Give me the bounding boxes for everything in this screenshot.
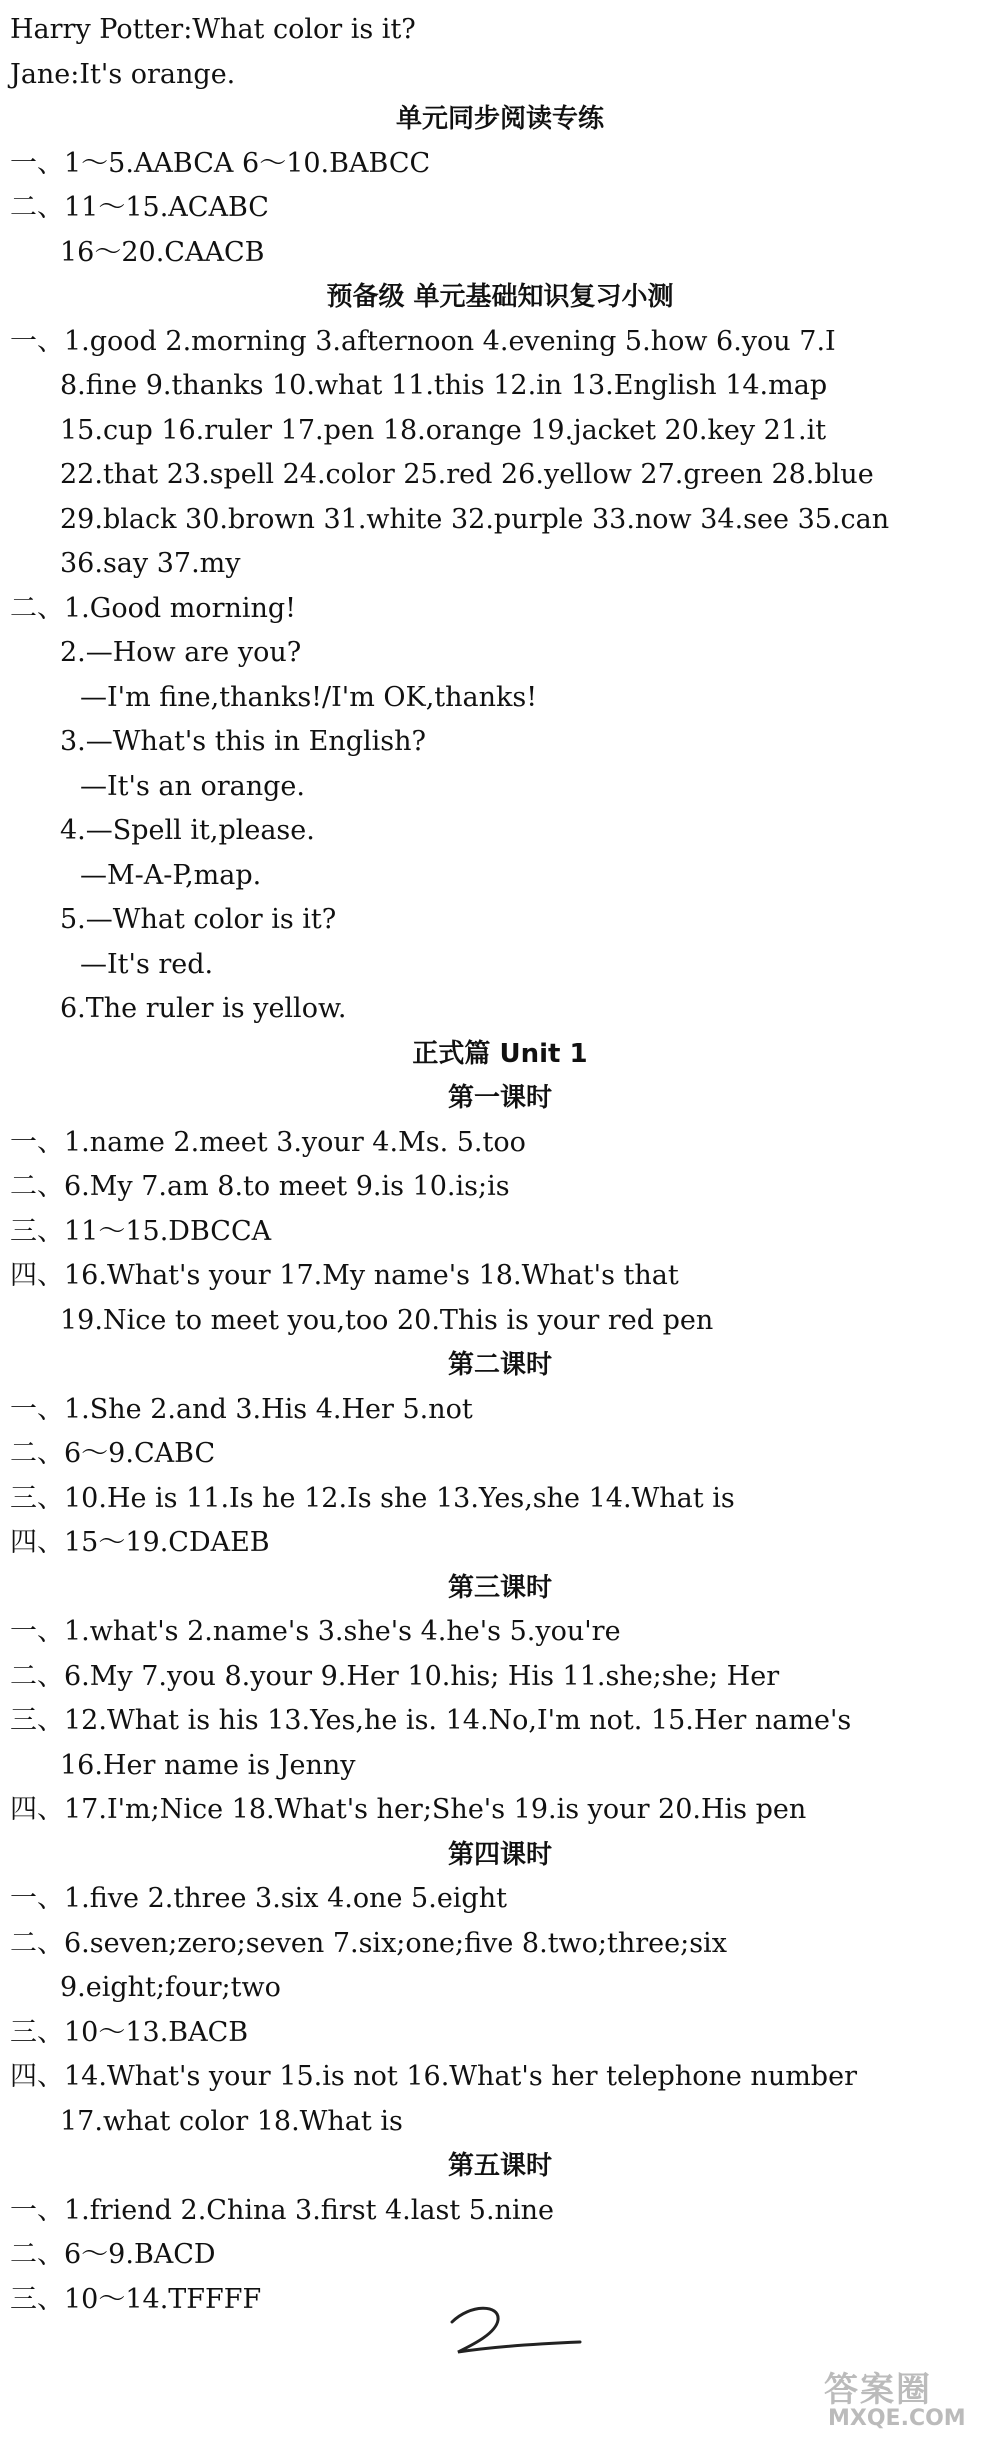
heading-text: 单元同步阅读专练 <box>395 104 604 134</box>
answer-text: 2.—How are you? <box>60 637 302 668</box>
answer-line <box>0 1121 1000 1165</box>
answer-line <box>0 720 1000 764</box>
answer-line <box>0 2011 1000 2055</box>
answer-line <box>0 1299 1000 1343</box>
answer-text: 9.eight;four;two <box>60 1972 281 2003</box>
section-heading <box>0 275 1000 319</box>
heading-text: 第五课时 <box>447 2151 552 2181</box>
answer-text: 36.say 37.my <box>60 548 241 579</box>
answer-text: 三、12.What is his 13.Yes,he is. 14.No,I'm not. 15.Her name's <box>10 1705 852 1736</box>
heading-text: 第三课时 <box>447 1572 552 1603</box>
answer-line <box>0 542 1000 586</box>
answer-line <box>0 8 1000 52</box>
answer-text: 三、11～15.DBCCA <box>10 1215 272 1247</box>
answer-line <box>0 1922 1000 1966</box>
answer-line <box>0 765 1000 809</box>
answer-text: Harry Potter:What color is it? <box>10 14 416 45</box>
answer-text: 三、10～14.TFFFF <box>10 2283 262 2315</box>
answer-line <box>0 53 1000 97</box>
answer-text: 二、6.My 7.you 8.your 9.Her 10.his; His 11.she;she; Her <box>10 1660 780 1692</box>
answer-text: 四、14.What's your 15.is not 16.What's her telephone number <box>10 2061 857 2092</box>
answer-text: 三、10.He is 11.Is he 12.Is she 13.Yes,she 14.What is <box>10 1482 735 1514</box>
answer-text: 17.what color 18.What is <box>60 2105 403 2137</box>
answer-text: 四、17.I'm;Nice 18.What's her;She's 19.is your 20.His pen <box>10 1794 807 1825</box>
answer-text: —It's an orange. <box>80 770 305 802</box>
answer-line <box>0 364 1000 408</box>
answer-line <box>0 1744 1000 1788</box>
answer-text: —I'm fine,thanks!/I'm OK,thanks! <box>80 681 538 713</box>
answer-line <box>0 631 1000 675</box>
answer-text: 二、6.My 7.am 8.to meet 9.is 10.is;is <box>10 1171 510 1202</box>
answer-text: 5.—What color is it? <box>60 904 337 935</box>
answer-text: 一、1.what's 2.name's 3.she's 4.he's 5.you're <box>10 1616 621 1647</box>
answer-text: 16.Her name is Jenny <box>60 1749 356 1781</box>
answer-line <box>0 1165 1000 1209</box>
answer-line <box>0 1432 1000 1476</box>
answer-line <box>0 1477 1000 1521</box>
answer-text: 二、1.Good morning! <box>10 592 297 624</box>
answer-line <box>0 676 1000 720</box>
section-heading <box>0 1076 1000 1120</box>
answer-text: 二、11～15.ACABC <box>10 192 269 223</box>
heading-text: 第四课时 <box>447 1839 552 1870</box>
answer-line <box>0 587 1000 631</box>
answer-text: 一、1.name 2.meet 3.your 4.Ms. 5.too <box>10 1126 526 1158</box>
answer-text: 一、1.She 2.and 3.His 4.Her 5.not <box>10 1393 473 1425</box>
answer-line <box>0 186 1000 230</box>
answer-line <box>0 1388 1000 1432</box>
answer-text: —It's red. <box>80 948 214 980</box>
answer-line <box>0 2055 1000 2099</box>
watermark <box>820 2360 995 2435</box>
answer-line <box>0 142 1000 186</box>
answer-text: 一、1.good 2.morning 3.afternoon 4.evening 5.how 6.you 7.I <box>10 325 836 357</box>
answer-line <box>0 809 1000 853</box>
answer-text: 6.The ruler is yellow. <box>60 993 347 1024</box>
answer-text: Jane:It's orange. <box>10 58 236 90</box>
answer-line <box>0 1254 1000 1298</box>
answer-line <box>0 1521 1000 1565</box>
answer-text: 8.fine 9.thanks 10.what 11.this 12.in 13.English 14.map <box>60 370 828 401</box>
answer-text: 四、16.What's your 17.My name's 18.What's that <box>10 1260 679 1291</box>
answer-line <box>0 1655 1000 1699</box>
answer-line <box>0 320 1000 364</box>
answer-line <box>0 498 1000 542</box>
answer-text: 二、6～9.BACD <box>10 2239 216 2270</box>
answer-line <box>0 1610 1000 1654</box>
section-heading <box>0 1343 1000 1387</box>
answer-line <box>0 409 1000 453</box>
answer-text: 29.black 30.brown 31.white 32.purple 33.now 34.see 35.can <box>60 503 890 535</box>
answer-line <box>0 1210 1000 1254</box>
answer-line <box>0 1788 1000 1832</box>
answer-line <box>0 2189 1000 2233</box>
answer-line <box>0 453 1000 497</box>
answer-text: 三、10～13.BACB <box>10 2016 249 2048</box>
answer-line <box>0 1699 1000 1743</box>
section-heading <box>0 97 1000 141</box>
answer-line <box>0 1877 1000 1921</box>
answer-line <box>0 2100 1000 2144</box>
watermark-url: MXQE.COM <box>828 2406 966 2431</box>
heading-text: 预备级 单元基础知识复习小测 <box>326 282 674 312</box>
section-heading <box>0 1566 1000 1610</box>
answer-text: 16～20.CAACB <box>60 236 265 268</box>
answer-text: 二、6.seven;zero;seven 7.six;one;five 8.two;three;six <box>10 1927 727 1959</box>
section-heading <box>0 1833 1000 1877</box>
answer-text: 19.Nice to meet you,too 20.This is your red pen <box>60 1304 714 1336</box>
answer-line <box>0 987 1000 1031</box>
answer-line <box>0 898 1000 942</box>
heading-text: 第二课时 <box>447 1350 552 1380</box>
answer-line <box>0 943 1000 987</box>
answer-text: 一、1～5.AABCA 6～10.BABCC <box>10 147 431 179</box>
answer-text: 15.cup 16.ruler 17.pen 18.orange 19.jacket 20.key 21.it <box>60 414 827 446</box>
heading-text: 第一课时 <box>447 1083 552 1113</box>
watermark-logo: 答案圈 <box>824 2370 932 2410</box>
answer-line <box>0 854 1000 898</box>
answer-text: 22.that 23.spell 24.color 25.red 26.yellow 27.green 28.blue <box>60 459 874 490</box>
answer-line <box>0 231 1000 275</box>
answer-text: 4.—Spell it,please. <box>60 815 315 846</box>
handwritten-page-number <box>440 2300 590 2360</box>
answer-text: 二、6～9.CABC <box>10 1438 216 1469</box>
section-heading <box>0 2144 1000 2188</box>
answer-text: 3.—What's this in English? <box>60 726 427 757</box>
answer-text: 一、1.friend 2.China 3.first 4.last 5.nine <box>10 2194 554 2226</box>
answer-text: 一、1.five 2.three 3.six 4.one 5.eight <box>10 1883 507 1914</box>
answer-line <box>0 1966 1000 2010</box>
answer-text: 四、15～19.CDAEB <box>10 1527 270 1558</box>
answer-text: —M-A-P,map. <box>80 859 262 891</box>
heading-text: 正式篇 Unit 1 <box>412 1038 588 1069</box>
answer-line <box>0 2233 1000 2277</box>
section-heading <box>0 1032 1000 1076</box>
